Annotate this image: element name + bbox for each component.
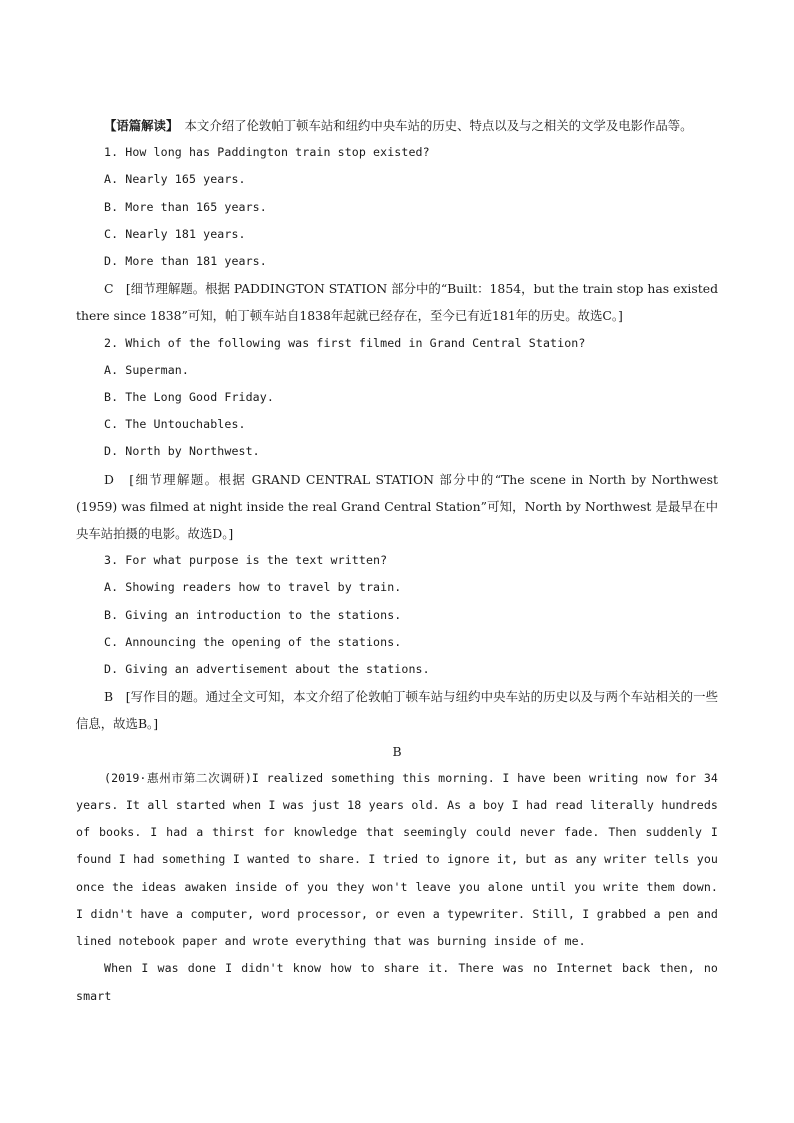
section-b-paragraph-2: When I was done I didn't know how to share it. There was no Internet back then, no smart bbox=[76, 961, 718, 1003]
question-1-option-d: D. More than 181 years. bbox=[104, 254, 267, 269]
question-3-answer: B [写作目的题。通过全文可知，本文介绍了伦敦帕丁顿车站与纽约中央车站的历史以及与两个车站相关的一些信息，故选B。] bbox=[76, 689, 718, 732]
question-3-option-d: D. Giving an advertisement about the stations. bbox=[104, 662, 430, 677]
question-3-option-c: C. Announcing the opening of the stations. bbox=[104, 634, 402, 649]
question-2-option-a: A. Superman. bbox=[104, 362, 189, 377]
intro-paragraph bbox=[76, 112, 718, 139]
question-2-stem: 2. Which of the following was first filmed in Grand Central Station? bbox=[104, 335, 586, 350]
section-b-label: B bbox=[392, 743, 402, 759]
intro-text: 本文介绍了伦敦帕丁顿车站和纽约中央车站的历史、特点以及与之相关的文学及电影作品等。 bbox=[172, 118, 693, 133]
section-b-paragraph-1: (2019·惠州市第二次调研)I realized something this morning. I have been writing now for 34 years. It all started when I was just 18 years old. As a boy I had read literally hundreds of books. I had a thirst for knowledge that seemingly could never fade. Then suddenly I found I had something I wanted to share. I tried to ignore it, but as any writer tells you once the ideas awaken inside of you they won't leave you alone until you write them down. I didn't have a computer, word processor, or even a typewriter. Still, I grabbed a pen and lined notebook paper and wrote everything that was burning inside of me. bbox=[76, 770, 718, 949]
question-2-option-b: B. The Long Good Friday. bbox=[104, 390, 274, 405]
question-3-stem: 3. For what purpose is the text written? bbox=[104, 553, 388, 568]
intro-heading: 【语篇解读】 bbox=[104, 118, 173, 133]
question-1-stem: 1. How long has Paddington train stop existed? bbox=[104, 145, 430, 160]
question-1-option-a: A. Nearly 165 years. bbox=[104, 172, 246, 187]
question-2-option-c: C. The Untouchables. bbox=[104, 417, 246, 432]
question-1-option-c: C. Nearly 181 years. bbox=[104, 226, 246, 241]
question-2-option-d: D. North by Northwest. bbox=[104, 444, 260, 459]
question-1-answer: C [细节理解题。根据 PADDINGTON STATION 部分中的“Built：1854，but the train stop has existed there since 1838”可知，帕丁顿车站自1838年起就已经存在，至今已有近181年的历史。故选C。] bbox=[76, 281, 718, 324]
question-1-option-b: B. More than 165 years. bbox=[104, 199, 267, 214]
question-3-option-a: A. Showing readers how to travel by train. bbox=[104, 580, 402, 595]
question-3-option-b: B. Giving an introduction to the stations. bbox=[104, 607, 402, 622]
question-2-answer: D [细节理解题。根据 GRAND CENTRAL STATION 部分中的“The scene in North by Northwest (1959) was filmed at night inside the real Grand Central Station”可知，North by Northwest 是最早在中央车站拍摄的电影。故选D。] bbox=[76, 471, 718, 542]
document-page bbox=[76, 112, 718, 1010]
